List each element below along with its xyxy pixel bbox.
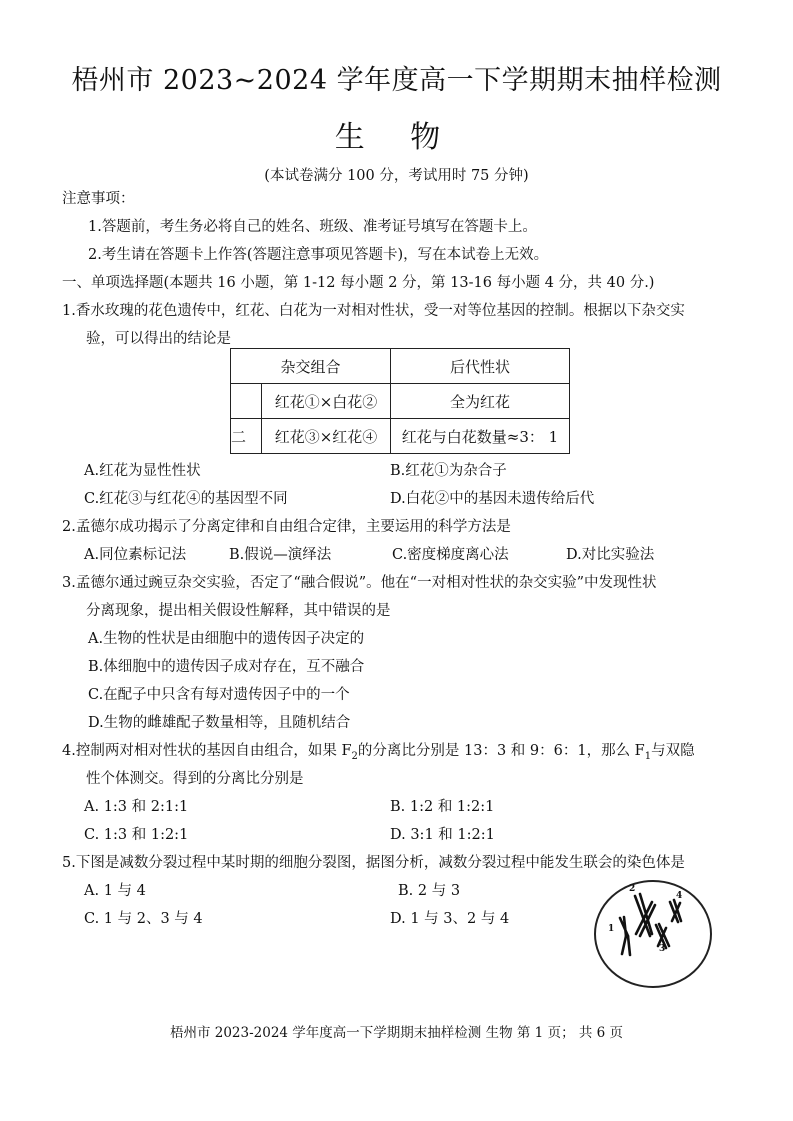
q5-option-d: D. 1 与 3、2 与 4 xyxy=(390,911,510,927)
q1-option-c: C.红花③与红花④的基因型不同 xyxy=(84,491,288,507)
label-1: 1 xyxy=(608,924,615,934)
table-cell-idx: 二 xyxy=(231,419,262,454)
q4-option-c: C. 1:3 和 1:2:1 xyxy=(84,827,189,843)
section1-heading: 一、单项选择题(本题共 16 小题，第 1-12 每小题 2 分，第 13-16 每小题 4 分，共 40 分.) xyxy=(62,275,655,291)
label-2: 2 xyxy=(629,884,636,894)
chromosome-2 xyxy=(635,894,655,936)
f2-subscript: 2 xyxy=(351,750,358,762)
table-cell-idx xyxy=(231,384,262,419)
chromosome-1 xyxy=(620,917,628,936)
q4-stem-line2: 性个体测交。得到的分离比分别是 xyxy=(86,771,304,787)
q4-option-b: B. 1:2 和 1:2:1 xyxy=(390,799,495,815)
notice-item-2: 2.考生请在答题卡上作答(答题注意事项见答题卡)，写在本试卷上无效。 xyxy=(88,247,549,263)
q4-option-d: D. 3:1 和 1:2:1 xyxy=(390,827,495,843)
q1-cross-table xyxy=(230,348,570,454)
q1-stem-line2: 验，可以得出的结论是 xyxy=(86,331,231,347)
q2-option-b: B.假说—演绎法 xyxy=(229,547,332,563)
q5-stem: 5.下图是减数分裂过程中某时期的细胞分裂图，据图分析，减数分裂过程中能发生联会的染色体是 xyxy=(62,855,685,871)
q3-option-d: D.生物的雌雄配子数量相等，且随机结合 xyxy=(88,715,351,731)
label-3: 3 xyxy=(659,944,666,954)
q4-stem-part-a: 4.控制两对相对性状的基因自由组合，如果 F xyxy=(62,743,352,759)
q3-option-a: A.生物的性状是由细胞中的遗传因子决定的 xyxy=(88,631,365,647)
table-cell-result: 红花与白花数量≈3： 1 xyxy=(391,419,570,454)
table-cell-result: 全为红花 xyxy=(391,384,570,419)
label-4: 4 xyxy=(676,891,683,901)
table-row xyxy=(231,384,570,419)
table-cell-combo: 红花③×红花④ xyxy=(262,419,391,454)
f1-subscript: 1 xyxy=(644,750,652,762)
q3-option-b: B.体细胞中的遗传因子成对存在，互不融合 xyxy=(88,659,365,675)
cell-division-figure xyxy=(592,878,714,990)
subject-title: 生 物 xyxy=(334,120,459,155)
q2-option-a: A.同位素标记法 xyxy=(84,547,187,563)
notice-heading: 注意事项： xyxy=(62,191,135,207)
q4-stem-part-c: 与双隐 xyxy=(651,743,695,759)
notice-item-1: 1.答题前，考生务必将自己的姓名、班级、准考证号填写在答题卡上。 xyxy=(88,219,537,235)
q3-stem-line1: 3.孟德尔通过豌豆杂交实验，否定了“融合假说”。他在“一对相对性状的杂交实验”中发现性状 xyxy=(62,575,657,591)
table-header-result: 后代性状 xyxy=(391,349,570,384)
exam-note: (本试卷满分 100 分，考试用时 75 分钟) xyxy=(264,168,529,184)
chromosome-1-arms xyxy=(622,936,630,955)
table-cell-combo: 红花①×白花② xyxy=(262,384,391,419)
exam-title: 梧州市 2023~2024 学年度高一下学期期末抽样检测 xyxy=(71,65,722,96)
q3-stem-line2: 分离现象，提出相关假设性解释，其中错误的是 xyxy=(86,603,391,619)
q3-option-c: C.在配子中只含有每对遗传因子中的一个 xyxy=(88,687,350,703)
q4-stem-part-b: 的分离比分别是 13：3 和 9：6：1，那么 F xyxy=(357,743,645,759)
q4-option-a: A. 1:3 和 2:1:1 xyxy=(84,799,189,815)
q4-stem-line1 xyxy=(62,741,695,767)
table-header-combo: 杂交组合 xyxy=(231,349,391,384)
q2-stem: 2.孟德尔成功揭示了分离定律和自由组合定律，主要运用的科学方法是 xyxy=(62,519,511,535)
q5-option-b: B. 2 与 3 xyxy=(398,883,461,899)
q1-option-b: B.红花①为杂合子 xyxy=(390,463,507,479)
q1-stem-line1: 1.香水玫瑰的花色遗传中，红花、白花为一对相对性状，受一对等位基因的控制。根据以下杂交实 xyxy=(62,303,685,319)
q1-option-d: D.白花②中的基因未遗传给后代 xyxy=(390,491,595,507)
q1-option-a: A.红花为显性性状 xyxy=(84,463,201,479)
table-row xyxy=(231,419,570,454)
page-footer: 梧州市 2023-2024 学年度高一下学期期末抽样检测 生物 第 1 页； 共 6 页 xyxy=(169,1025,624,1041)
q2-option-d: D.对比实验法 xyxy=(566,547,655,563)
chromosome-4 xyxy=(670,900,681,922)
table-header-row xyxy=(231,349,570,384)
q5-option-a: A. 1 与 4 xyxy=(84,883,146,899)
q2-option-c: C.密度梯度离心法 xyxy=(392,547,509,563)
q5-option-c: C. 1 与 2、3 与 4 xyxy=(84,911,203,927)
